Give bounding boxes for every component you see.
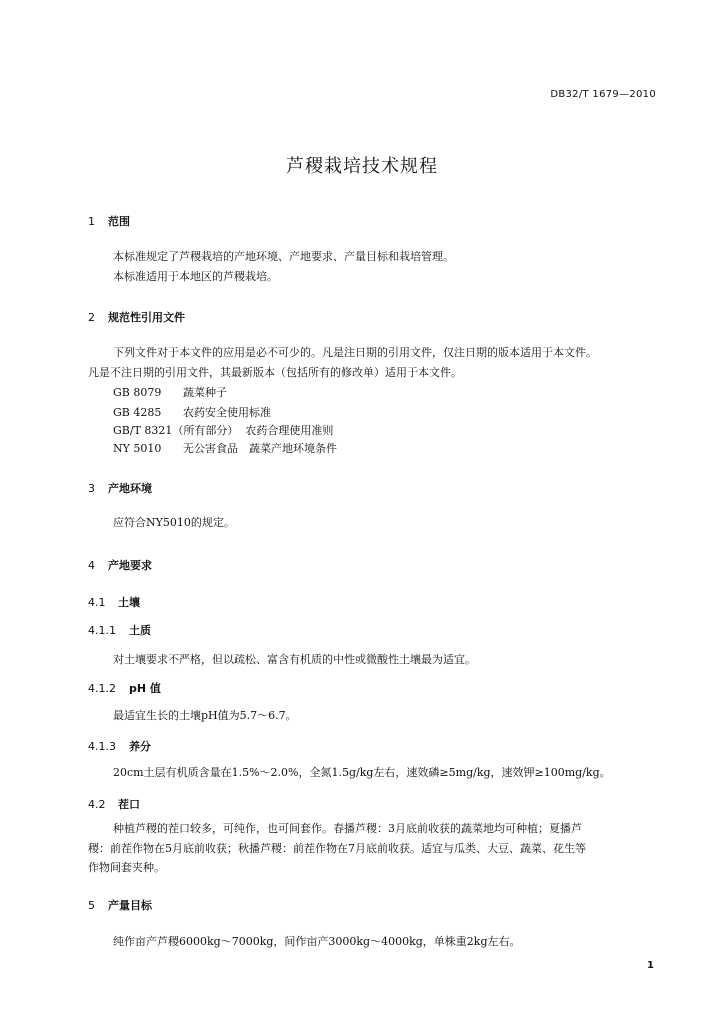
reference-title: 农药合理使用准则 [245, 424, 334, 437]
paragraph: 凡是不注日期的引用文件，其最新版本（包括所有的修改单）适用于本文件。 [88, 366, 462, 379]
paragraph: 本标准规定了芦稷栽培的产地环境、产地要求、产量目标和栽培管理。 [113, 250, 454, 263]
section-title: 土壤 [118, 596, 140, 609]
section-number: 5 [88, 899, 95, 912]
section-title: 产地要求 [108, 559, 152, 572]
section-2-heading [88, 309, 185, 325]
paragraph-line: 稷：前茬作物在5月底前收获；秋播芦稷：前茬作物在7月底前收获。适宜与瓜类、大豆、蔬菜、花生等 [88, 842, 586, 855]
paragraph: 最适宜生长的土壤pH值为5.7～6.7。 [113, 709, 297, 722]
paragraph: 下列文件对于本文件的应用是必不可少的。凡是注日期的引用文件，仅注日期的版本适用于本文件。 [113, 346, 597, 359]
section-4-1-heading [88, 594, 140, 610]
section-number: 4.1.3 [88, 740, 116, 753]
section-4-2-heading [88, 796, 140, 812]
page-number: 1 [647, 960, 654, 971]
paragraph: 纯作亩产芦稷6000kg～7000kg，间作亩产3000kg～4000kg，单株重2kg左右。 [113, 935, 521, 948]
reference-code: NY 5010 [113, 442, 162, 455]
section-title: 范围 [108, 215, 130, 228]
section-title: 产地环境 [108, 482, 152, 495]
paragraph: 应符合NY5010的规定。 [113, 516, 235, 529]
reference-code: GB 4285 [113, 406, 162, 419]
section-number: 4.1.1 [88, 624, 116, 637]
section-4-heading [88, 557, 152, 573]
standard-code: DB32/T 1679—2010 [550, 89, 656, 100]
section-3-heading [88, 480, 152, 496]
section-number: 4.1.2 [88, 682, 116, 695]
reference-item [113, 384, 227, 402]
paragraph: 本标准适用于本地区的芦稷栽培。 [113, 270, 278, 283]
reference-item [113, 404, 271, 422]
paragraph-line: 种植芦稷的茬口较多，可纯作，也可间套作。春播芦稷：3月底前收获的蔬菜地均可种植；夏播芦 [113, 822, 582, 835]
section-number: 2 [88, 311, 95, 324]
section-title: 土质 [129, 624, 151, 637]
section-title: 产量目标 [108, 899, 152, 912]
section-title: 规范性引用文件 [108, 311, 185, 324]
section-5-heading [88, 897, 152, 913]
paragraph-line: 作物间套夹种。 [88, 861, 165, 874]
section-title: 养分 [129, 740, 151, 753]
section-number: 4.2 [88, 798, 106, 811]
reference-item [113, 422, 333, 440]
reference-title: 农药安全使用标准 [183, 406, 271, 419]
section-number: 4.1 [88, 596, 106, 609]
reference-title: 无公害食品 蔬菜产地环境条件 [183, 442, 337, 455]
section-number: 1 [88, 215, 95, 228]
paragraph: 对土壤要求不严格，但以疏松、富含有机质的中性或微酸性土壤最为适宜。 [113, 653, 476, 666]
reference-item [113, 440, 337, 458]
reference-code: GB/T 8321（所有部分） [113, 424, 239, 437]
section-number: 3 [88, 482, 95, 495]
paragraph: 20cm土层有机质含量在1.5%～2.0%，全氮1.5g/kg左右，速效磷≥5mg/kg，速效钾≥100mg/kg。 [113, 766, 611, 779]
section-4-1-2-heading [88, 680, 161, 696]
section-4-1-1-heading [88, 622, 151, 638]
document-title: 芦稷栽培技术规程 [286, 156, 438, 177]
section-title: 茬口 [118, 798, 140, 811]
section-number: 4 [88, 559, 95, 572]
reference-title: 蔬菜种子 [183, 386, 227, 399]
section-1-heading [88, 213, 130, 229]
reference-code: GB 8079 [113, 386, 162, 399]
section-title: pH 值 [129, 682, 161, 695]
section-4-1-3-heading [88, 738, 151, 754]
